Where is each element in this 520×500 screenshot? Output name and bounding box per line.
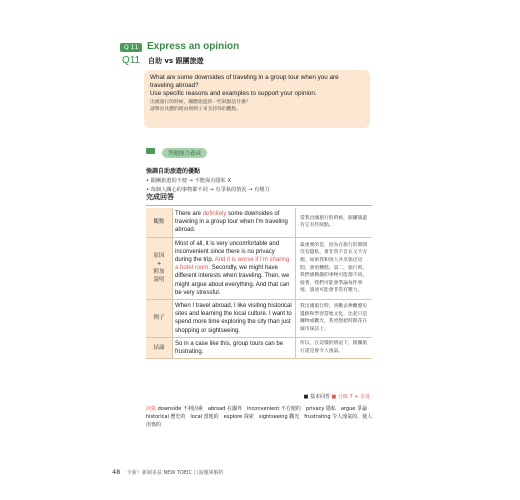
- tip-tag: 答題能力養成: [162, 148, 207, 158]
- table-row: [146, 337, 372, 358]
- tip-section: [146, 140, 270, 193]
- row-label: 結論: [146, 337, 173, 358]
- row-label: 例子: [146, 300, 173, 338]
- page-title: Express an opinion: [147, 41, 240, 52]
- page-number: 48: [112, 468, 121, 476]
- legend: [304, 393, 370, 400]
- tip-heading: 強調自助旅遊的優點: [146, 168, 201, 175]
- tip-item: • 跟團旅遊的不便 → 不能保有隱私 X: [146, 178, 231, 184]
- row-chinese: 當我出國旅行的時候，跟團旅遊有它有些缺點。: [296, 208, 373, 237]
- vocab-label: 詞彙: [146, 406, 157, 412]
- answer-title: 完成回答: [146, 193, 174, 201]
- answer-table: [146, 208, 372, 359]
- row-chinese: 我出國旅行時，喜歡去參觀歷史遺跡和學習當地文化。比起只是購物或觀光，我更想把時間花在城市探訪上。: [296, 300, 373, 338]
- row-english: So in a case like this, group tours can be frustrating.: [173, 337, 296, 358]
- footer-text: 全新！新制多益 NEW TOEIC 口說題庫解析: [126, 470, 224, 476]
- vocab-text: downside 不利因素 abroad 在國外 inconvenient 不方便的 privacy 隱私 argue 爭論 historical 歷史的 local 當地的 explore 探索 sightseeing 觀光 frustrating 令人洩氣的，使人沮喪的: [146, 406, 373, 428]
- row-english: When I travel abroad, I like visiting historical sites and learning the local culture. I want to spend more time exploring the city than just shopping or sightseeing.: [173, 300, 296, 338]
- row-chinese: 所以，在這樣的情況下，跟團旅行還是會令人洩氣。: [296, 337, 373, 358]
- divider: [146, 205, 372, 206]
- row-english: There are definitely some downsides of traveling in a group tour when I'm traveling abroad.: [173, 208, 296, 237]
- vocabulary: [146, 405, 376, 429]
- prompt-box: [144, 70, 370, 128]
- question-subtitle: 自助 vs 跟團旅遊: [148, 57, 204, 65]
- legend-base: ■ 基本回答: [303, 394, 330, 400]
- tip-item: • 每個人關心的事物都不同 → 有爭執的情況 → 有壓力: [146, 187, 270, 193]
- row-label: 觀點: [146, 208, 173, 237]
- row-english: Most of all, it is very uncomfortable and inconvenient since there is no privacy during the trip. And it is worse if I'm sharing a hotel room. Secondly, we might have different interests when traveling. Then, we might argue about everything. And that can be very stressful.: [173, 237, 296, 299]
- footer: [112, 468, 224, 476]
- question-badge: Q 11: [120, 43, 142, 52]
- table-row: [146, 300, 372, 338]
- legend-plus: ■ 分級 7 + 表達: [331, 394, 370, 400]
- prompt-chinese-2: 請舉出具體的理由與例子來支持你的觀點。: [150, 106, 242, 112]
- row-chinese: 最重要的是，因為在旅行的期間沒有隱私，會非常不自在又不方便。如果我和別人共享旅店房間，會更糟糕。第二，旅行時，我們感興趣的事物可能都不同。接著，我們可能會爭論每件事情，旅途可能會非常有壓力。: [296, 237, 373, 299]
- table-row: [146, 208, 372, 237]
- prompt-chinese-1: 出國旅行的時候，團體旅遊的一些缺點是什麼？: [150, 100, 251, 105]
- prompt-english: What are some downsides of traveling in a group tour when you are traveling abroad? Use specific reasons and examples to support your opinion.: [150, 74, 339, 97]
- question-number: Q11: [122, 55, 141, 66]
- pencil-icon: [146, 148, 155, 154]
- row-label: 原因 + 附加 說明: [146, 237, 173, 299]
- table-row: [146, 237, 372, 299]
